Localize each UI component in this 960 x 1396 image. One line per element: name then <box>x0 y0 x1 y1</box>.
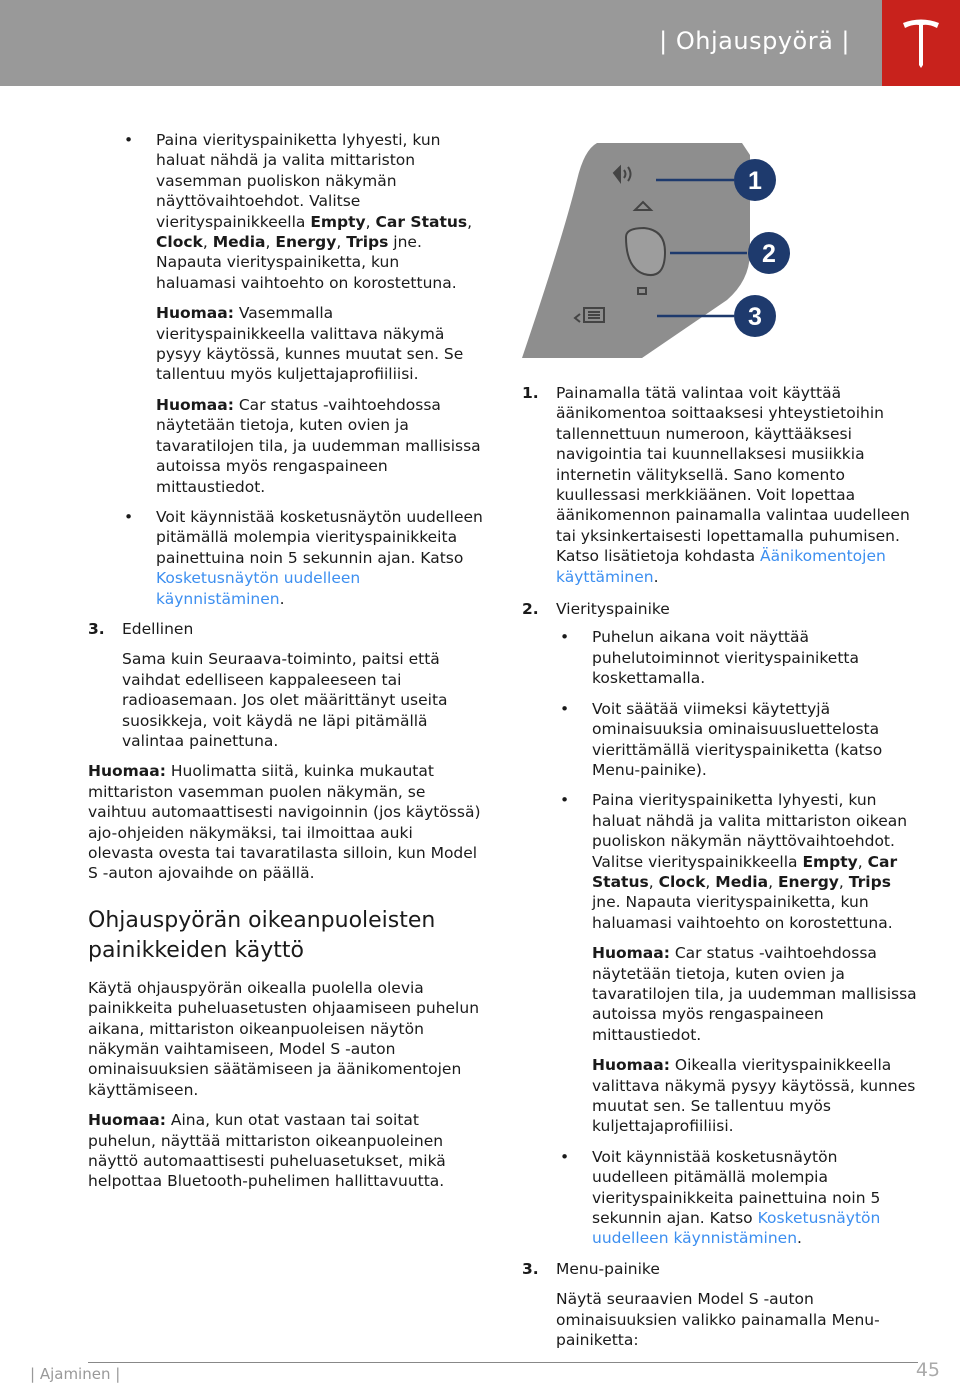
item-text: Näytä seuraavien Model S -auton ominaisuuksien valikko painamalla Menu-painiketta: <box>556 1290 880 1350</box>
bullet-dot: • <box>560 699 570 718</box>
numbered-item-menu: 3. Menu-painike Näytä seuraavien Model S -auton ominaisuuksien valikko painamalla Menu-painiketta: <box>522 1259 917 1351</box>
bullet-dot: • <box>124 507 134 526</box>
list-item <box>88 507 483 609</box>
list-item-text: Paina vierityspainiketta lyhyesti, kun haluat nähdä ja valita mittariston oikean puoliskon näkymän näyttövaihtoehdot. Valitse vierityspainikkeella Empty, Car Status, Clock, Media, Energy, Trips jne. Napauta vierityspainiketta, kun haluamasi vaihtoehto on korostettuna. <box>592 791 908 932</box>
list-item-text: Voit käynnistää kosketusnäytön uudelleen pitämällä molempia vierityspainikkeita painettuina noin 5 sekunnin ajan. Katso Kosketusnäytön uudelleen käynnistäminen. <box>156 507 483 608</box>
list-item-text: Voit säätää viimeksi käytettyjä ominaisuuksia ominaisuusluettelosta vierittämällä vierityspainiketta (katso Menu-painike). <box>592 699 883 779</box>
note: Huomaa: Car status -vaihtoehdossa näytetään tietoja, kuten ovien ja tavaratilojen tila, ja uudemman mallisissa autoissa myös rengaspaineen mittaustiedot. <box>156 395 481 496</box>
steering-buttons-figure <box>522 140 822 365</box>
right-column <box>522 383 917 1358</box>
left-column <box>88 130 483 1202</box>
restart-touchscreen-link[interactable]: Kosketusnäytön uudelleen käynnistäminen <box>156 569 361 608</box>
item-title: Edellinen <box>122 619 194 638</box>
note: Huomaa: Oikealla vierityspainikkeella valittava näkymä pysyy käytössä, kunnes muutat sen. Se tallentuu myös kuljettajaprofiiliisi. <box>592 1056 916 1136</box>
callout-number-3: 3 <box>748 303 762 331</box>
list-item <box>522 1147 917 1249</box>
list-item <box>88 130 483 497</box>
restart-touchscreen-link[interactable]: Kosketusnäytön uudelleen käynnistäminen <box>592 1209 881 1248</box>
item-title: Vierityspainike <box>556 600 670 619</box>
tesla-logo-icon <box>901 17 941 69</box>
footer-section: | Ajaminen | <box>30 1365 121 1383</box>
list-item-text: Paina vierityspainiketta lyhyesti, kun haluat nähdä ja valita mittariston vasemman puoliskon näkymän näyttövaihtoehdot. Valitse vierityspainikkeella Empty, Car Status, Clock, Media, Energy, Trips jne. Napauta vierityspainiketta, kun haluamasi vaihtoehto on korostettuna. <box>156 131 473 292</box>
numbered-item-voice: 1. Painamalla tätä valintaa voit käyttää äänikomentoa soittaaksesi yhteystietoihin tallennettuun numeroon, käyttääksesi navigointia tai kuunnellaksesi musiikkia internetin välityksellä. Sano komento kuullessasi merkkiäänen. Voit lopettaa äänikomennon painamalla valintaa uudelleen tai yksinkertaisesti lopettamalla puhumisen. Katso lisätietoja kohdasta Äänikomentojen käyttäminen. <box>522 383 917 587</box>
note: Huomaa: Car status -vaihtoehdossa näytetään tietoja, kuten ovien ja tavaratilojen tila, ja uudemman mallisissa autoissa myös rengaspaineen mittaustiedot. <box>592 944 917 1044</box>
bullet-dot: • <box>560 791 570 810</box>
numbered-item-previous: 3. Edellinen Sama kuin Seuraava-toiminto, paitsi että vaihdat edelliseen kappaleeseen tai radioasemaan. Jos olet määrittänyt useita suosikkeja, voit käydä ne läpi pitämällä valintaa painettuna. <box>88 619 483 751</box>
section-heading: Ohjauspyörän oikeanpuoleisten painikkeiden käyttö <box>88 907 436 963</box>
item-text: Sama kuin Seuraava-toiminto, paitsi että vaihdat edelliseen kappaleeseen tai radioasemaan. Jos olet määrittänyt useita suosikkeja, voit käydä ne läpi pitämällä valintaa painettuna. <box>122 650 448 750</box>
callout-number-1: 1 <box>748 167 762 195</box>
list-item-text: Voit käynnistää kosketusnäytön uudelleen pitämällä molempia vierityspainikkeita painettuina noin 5 sekunnin ajan. Katso Kosketusnäytön uudelleen käynnistäminen. <box>592 1147 881 1248</box>
list-item <box>522 699 917 781</box>
callout-number-2: 2 <box>762 240 776 268</box>
page-number: 45 <box>915 1359 940 1381</box>
intro-paragraph: Käytä ohjauspyörän oikealla puolella olevia painikkeita puheluasetusten ohjaamiseen puhelun aikana, mittariston oikeanpuoleisen näytön näkymän vaihtamiseen, Model S -auton ominaisuuksien säätämiseen ja äänikomentojen käyttämiseen. <box>88 978 480 1099</box>
item-text: Painamalla tätä valintaa voit käyttää äänikomentoa soittaaksesi yhteystietoihin tallennettuun numeroon, käyttääksesi navigointia tai kuunnellaksesi musiikkia internetin välityksellä. Sano komento kuullessasi merkkiäänen. Voit lopettaa äänikomennon painamalla valintaa uudelleen tai yksinkertaisesti lopettamalla puhumisen. Katso lisätietoja kohdasta Äänikomentojen käyttäminen. <box>556 384 910 586</box>
item-title: Menu-painike <box>556 1259 660 1278</box>
voice-commands-link[interactable]: Äänikomentojen käyttäminen <box>556 547 886 586</box>
list-item <box>522 627 917 688</box>
bullet-dot: • <box>560 1147 570 1166</box>
numbered-item-scroll: 2. Vierityspainike <box>522 599 917 619</box>
brand-logo <box>882 0 960 86</box>
bullet-dot: • <box>124 131 134 149</box>
note: Huomaa: Aina, kun otat vastaan tai soitat puhelun, näyttää mittariston oikeanpuoleinen näyttö automaattisesti puheluasetukset, mikä helpottaa Bluetooth-puhelimen hallittavuutta. <box>88 1111 446 1191</box>
note: Huomaa: Vasemmalla vierityspainikkeella valittava näkymä pysyy käytössä, kunnes muutat sen. Se tallentuu myös kuljettajaprofiiliisi. <box>156 304 464 384</box>
list-item <box>522 790 917 1137</box>
bullet-dot: • <box>560 628 570 647</box>
page-title: | Ohjauspyörä | <box>659 27 850 55</box>
list-item-text: Puhelun aikana voit näyttää puhelutoiminnot vierityspainiketta koskettamalla. <box>592 628 859 688</box>
steering-wheel-buttons-diagram <box>522 140 822 365</box>
footer-divider <box>88 1362 918 1363</box>
note: Huomaa: Huolimatta siitä, kuinka mukautat mittariston vasemman puolen näkymän, se vaihtuu automaattisesti navigoinnin (jos käytössä) ajo-ohjeiden näkymäksi, tai ilmoittaa auki olevasta ovesta tai tavaratilasta silloin, kun Model S -auton ajovaihde on päällä. <box>88 762 481 883</box>
